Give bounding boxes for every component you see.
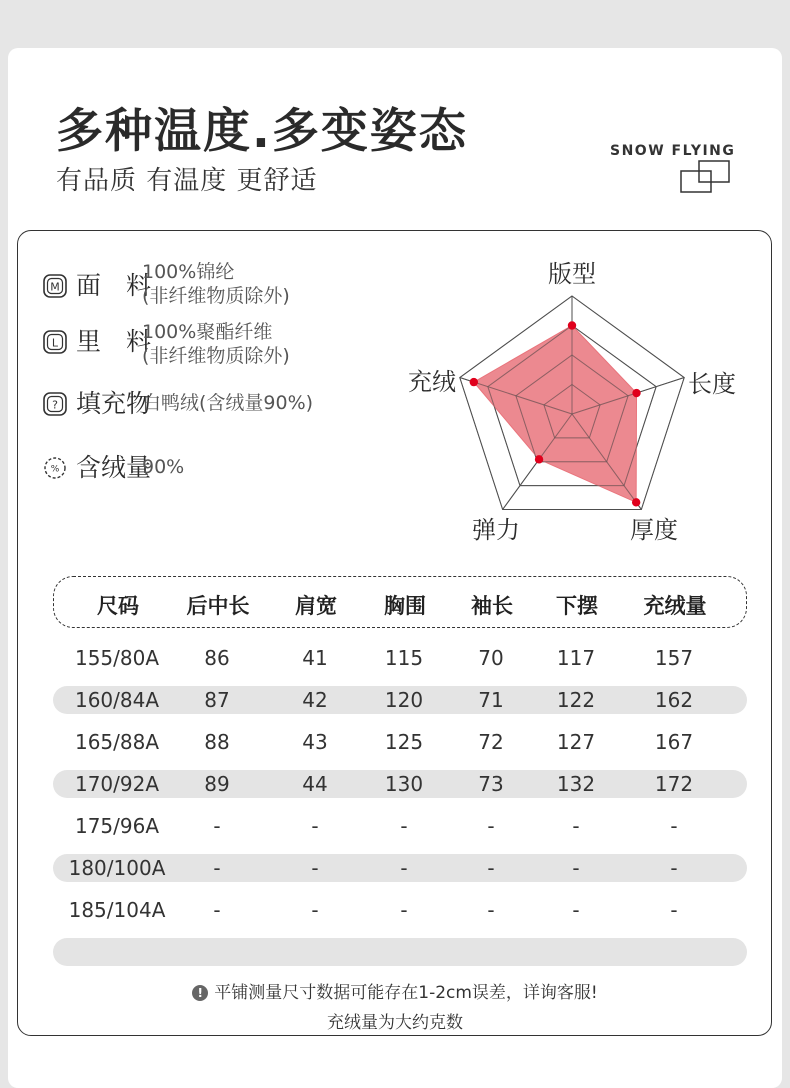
td-shoulder: - <box>311 856 319 880</box>
table-row <box>53 938 747 966</box>
spec-value-lining-line2: (非纤维物质除外) <box>142 345 290 367</box>
td-down-weight: - <box>670 856 678 880</box>
td-sleeve: 72 <box>478 730 504 754</box>
table-row <box>53 728 747 756</box>
th-sleeve: 袖长 <box>471 594 513 618</box>
td-chest: 125 <box>384 730 424 754</box>
radar-point-4 <box>535 455 543 463</box>
size-table-header <box>53 576 747 628</box>
td-size: 155/80A <box>74 646 160 670</box>
spec-value-lining-line1: 100%聚酯纤维 <box>142 321 273 343</box>
td-hem: - <box>572 814 580 838</box>
td-shoulder: 43 <box>302 730 328 754</box>
radar-point-5 <box>470 378 478 386</box>
spec-label-lining: 里 料 <box>76 327 152 356</box>
td-shoulder: 42 <box>302 688 328 712</box>
td-chest: 115 <box>384 646 424 670</box>
td-hem: 122 <box>556 688 596 712</box>
svg-text:%: % <box>50 464 60 475</box>
measure-note <box>0 978 790 1003</box>
td-shoulder: - <box>311 814 319 838</box>
td-sleeve: 70 <box>478 646 504 670</box>
spec-value-lining <box>142 320 290 368</box>
radar-axis-label-1: 版型 <box>548 260 596 288</box>
th-length: 后中长 <box>186 594 250 618</box>
td-size: 170/92A <box>74 772 160 796</box>
radar-point-1 <box>568 321 576 329</box>
table-row <box>53 770 747 798</box>
table-row <box>53 644 747 672</box>
spec-label-fabric: 面 料 <box>76 271 152 300</box>
filling-question-icon <box>42 391 68 417</box>
radar-axis-label-3: 厚度 <box>630 516 678 544</box>
spec-value-down <box>142 455 184 479</box>
spec-label-filling: 填充物 <box>76 389 152 418</box>
td-length: 89 <box>204 772 230 796</box>
td-down-weight: 172 <box>654 772 694 796</box>
td-size: 165/88A <box>74 730 160 754</box>
td-shoulder: - <box>311 898 319 922</box>
radar-axis-label-2: 长度 <box>688 370 736 398</box>
table-row <box>53 896 747 924</box>
spec-value-down-line1: 90% <box>142 456 185 478</box>
td-hem: 117 <box>556 646 596 670</box>
radar-axis-label-5: 充绒 <box>408 368 456 396</box>
radar-axis-label-4: 弹力 <box>472 516 520 544</box>
table-row <box>53 686 747 714</box>
spec-value-fabric-line1: 100%锦纶 <box>142 261 235 283</box>
td-length: - <box>213 898 221 922</box>
fabric-m-icon <box>42 273 68 299</box>
td-sleeve: 71 <box>478 688 504 712</box>
td-length: 86 <box>204 646 230 670</box>
td-chest: 130 <box>384 772 424 796</box>
page-subtitle: 有品质 有温度 更舒适 <box>56 166 318 196</box>
svg-text:L: L <box>51 336 59 350</box>
svg-text:M: M <box>50 280 60 294</box>
spec-value-fabric-line2: (非纤维物质除外) <box>142 285 290 307</box>
td-length: - <box>213 814 221 838</box>
radar-chart <box>380 248 760 558</box>
td-hem: 132 <box>556 772 596 796</box>
td-down-weight: 167 <box>654 730 694 754</box>
page-title: 多种温度.多变姿态 <box>56 104 468 159</box>
td-length: 87 <box>204 688 230 712</box>
th-shoulder: 肩宽 <box>295 594 337 618</box>
td-size: 175/96A <box>74 814 160 838</box>
spec-value-fabric <box>142 260 290 308</box>
td-shoulder: 41 <box>302 646 328 670</box>
td-down-weight: - <box>670 898 678 922</box>
td-hem: - <box>572 898 580 922</box>
td-hem: 127 <box>556 730 596 754</box>
th-size: 尺码 <box>97 594 139 618</box>
th-hem: 下摆 <box>556 594 598 618</box>
radar-value-area <box>474 326 637 503</box>
radar-point-3 <box>632 498 640 506</box>
td-chest: - <box>400 898 408 922</box>
brand-logo-icon <box>680 160 732 194</box>
spec-label-down: 含绒量 <box>76 453 152 482</box>
down-percent-icon <box>42 455 68 481</box>
td-down-weight: - <box>670 814 678 838</box>
warning-icon: ! <box>192 985 208 1001</box>
td-sleeve: - <box>487 814 495 838</box>
td-chest: - <box>400 814 408 838</box>
td-down-weight: 157 <box>654 646 694 670</box>
table-row <box>53 854 747 882</box>
svg-text:?: ? <box>52 398 58 412</box>
td-down-weight: 162 <box>654 688 694 712</box>
td-length: - <box>213 856 221 880</box>
measure-note-text: 平铺测量尺寸数据可能存在1-2cm误差，详询客服! <box>214 983 598 1003</box>
lining-l-icon <box>42 329 68 355</box>
down-weight-note: 充绒量为大约克数 <box>327 1013 463 1033</box>
td-shoulder: 44 <box>302 772 328 796</box>
td-chest: 120 <box>384 688 424 712</box>
radar-point-2 <box>632 389 640 397</box>
td-sleeve: 73 <box>478 772 504 796</box>
td-chest: - <box>400 856 408 880</box>
td-hem: - <box>572 856 580 880</box>
table-row <box>53 812 747 840</box>
td-size: 160/84A <box>74 688 160 712</box>
th-down-weight: 充绒量 <box>643 594 707 618</box>
th-chest: 胸围 <box>384 594 426 618</box>
spec-value-filling-line1: 白鸭绒(含绒量90%) <box>142 392 314 414</box>
brand-name: SNOW FLYING <box>610 143 736 159</box>
td-sleeve: - <box>487 898 495 922</box>
td-size: 185/104A <box>68 898 166 922</box>
td-length: 88 <box>204 730 230 754</box>
td-size: 180/100A <box>68 856 166 880</box>
td-sleeve: - <box>487 856 495 880</box>
spec-value-filling <box>142 391 313 415</box>
